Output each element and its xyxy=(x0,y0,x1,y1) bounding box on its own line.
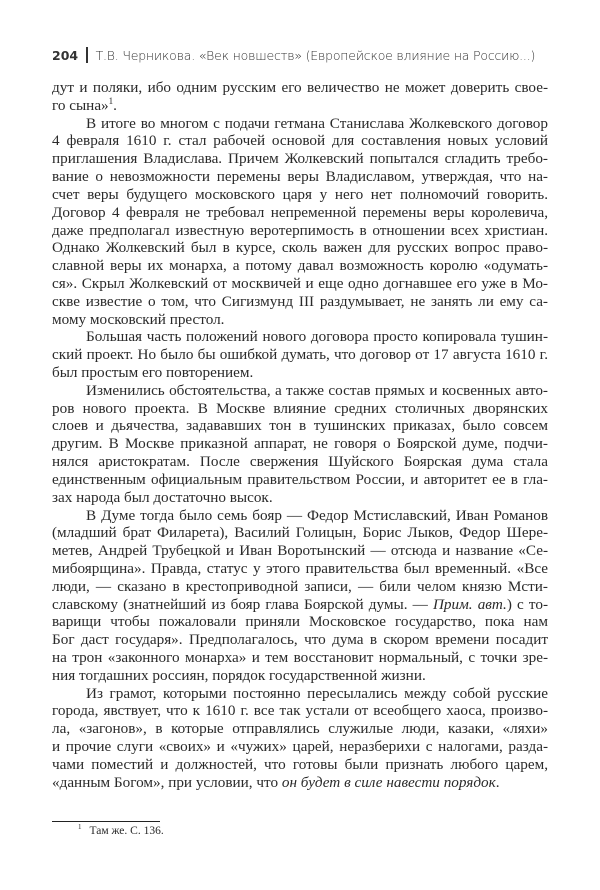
text-line xyxy=(52,542,548,560)
text-segment: метев, Андрей Трубецкой и Иван Воротынский — отсюда и название «Се- xyxy=(52,542,548,560)
paragraph xyxy=(52,685,548,792)
text-line xyxy=(52,222,548,240)
text-segment: приглашения Владислава. Причем Жолкевский попытался сгладить требо- xyxy=(52,150,548,168)
text-segment: Большая часть положений нового договора просто копировала тушин- xyxy=(86,328,548,346)
text-segment: другим. В Москве приказной аппарат, не говоря о Боярской думе, подчи- xyxy=(52,435,548,453)
text-segment: Бог даст государя». Предполагалось, что дума в скором времени посадит xyxy=(52,631,548,649)
text-line xyxy=(52,79,548,97)
footnote-marker: 1 xyxy=(78,823,82,832)
text-line xyxy=(52,702,548,720)
footnote-rule xyxy=(52,821,160,822)
paragraph xyxy=(52,328,548,381)
text-segment: скве известие о том, что Сигизмунд III раздумывает, не занять ли ему са- xyxy=(52,292,548,310)
text-segment: зах народа был достаточно высок. xyxy=(52,488,273,506)
paragraph xyxy=(52,79,548,115)
text-line xyxy=(52,596,548,614)
text-segment: (младший брат Филарета), Василий Голицын, Борис Лыков, Федор Шере- xyxy=(52,524,548,542)
italic-text: он будет в силе навести порядок xyxy=(281,773,496,791)
text-segment: 4 февраля 1610 г. стал рабочей основой для составления новых условий xyxy=(52,132,548,150)
text-line xyxy=(52,489,548,507)
text-line xyxy=(52,186,548,204)
text-segment: дут и поляки, ибо одним русским его величество не может доверить свое- xyxy=(52,79,548,96)
text-line xyxy=(52,774,548,792)
text-line xyxy=(52,631,548,649)
text-segment: Однако Жолкевский был в курсе, сколь важен для русских вопрос право- xyxy=(52,239,548,257)
text-line xyxy=(52,204,548,222)
text-line xyxy=(52,132,548,150)
text-segment: Договор 4 февраля не требовал непременной перемены веры королевича, xyxy=(52,203,548,221)
text-segment: . xyxy=(113,96,117,114)
running-header xyxy=(52,47,535,63)
text-line xyxy=(52,524,548,542)
running-title: Т.В. Черникова. «Век новшеств» (Европейское влияние на Россию...) xyxy=(95,48,536,63)
text-segment: «данным Богом», при условии, что xyxy=(52,773,282,791)
text-segment: Изменились обстоятельства, а также состав прямых и косвенных авто- xyxy=(86,381,548,399)
text-segment: нялся аристократам. После свержения Шуйского Боярская дума стала xyxy=(52,453,548,471)
text-segment: счет веры будущего московского царя у него нет полномочий говорить. xyxy=(52,185,548,203)
text-line xyxy=(52,257,548,275)
body-text xyxy=(52,79,548,792)
text-line xyxy=(52,453,548,471)
text-line xyxy=(52,720,548,738)
text-line xyxy=(52,168,548,186)
italic-text: Прим. авт. xyxy=(432,595,507,613)
text-line xyxy=(52,150,548,168)
text-segment: . xyxy=(495,773,500,791)
text-line xyxy=(52,471,548,489)
text-line xyxy=(52,115,548,133)
text-segment: го сына» xyxy=(52,96,109,114)
text-segment: ния тогдашних россиян, порядок государственной жизни. xyxy=(52,666,426,684)
text-line xyxy=(52,97,548,115)
text-segment: единственным официальным правительством России, и авторитет ее в гла- xyxy=(52,470,548,488)
text-segment: славной веры их монарха, а потому давал возможность королю «одумать- xyxy=(52,257,548,275)
text-segment: Из грамот, которыми постоянно пересылались между собой русские xyxy=(86,684,548,702)
text-line xyxy=(52,507,548,525)
text-line xyxy=(52,417,548,435)
footnote-reference: 1 xyxy=(108,95,114,106)
page-number: 204 xyxy=(52,48,79,63)
text-line xyxy=(52,328,548,346)
text-line xyxy=(52,756,548,774)
text-line xyxy=(52,578,548,596)
text-segment: В Думе тогда было семь бояр — Федор Мстиславский, Иван Романов xyxy=(86,506,548,524)
text-line xyxy=(52,738,548,756)
text-segment: слоев и дьячества, задававших тон в тушинских приказах, было совсем xyxy=(52,417,548,435)
text-line xyxy=(52,649,548,667)
footnote xyxy=(78,825,164,837)
text-segment: ров нового проекта. В Москве влияние средних столичных дворянских xyxy=(52,399,548,417)
footnote-text: Там же. С. 136. xyxy=(89,825,164,837)
text-segment: ла, «загонов», в которые отправлялись служилые люди, казаки, «ляхи» xyxy=(52,720,548,738)
text-line xyxy=(52,667,548,685)
text-line xyxy=(52,382,548,400)
text-segment: города, явствует, что к 1610 г. все так устали от всеобщего хаоса, произво- xyxy=(52,702,548,720)
text-line xyxy=(52,400,548,418)
text-segment: и прочие слуги «своих» и «чужих» царей, неразберихи с налогами, разда- xyxy=(52,738,548,756)
text-segment: чами поместий и должностей, что готовы были признать любого царем, xyxy=(52,755,548,773)
text-segment: мому московский престол. xyxy=(52,310,225,328)
paragraph xyxy=(52,507,548,685)
text-segment: вание о невозможности перемены веры Владиславом, утверждая, что на- xyxy=(52,168,548,186)
text-line xyxy=(52,613,548,631)
text-line xyxy=(52,435,548,453)
text-line xyxy=(52,239,548,257)
text-line xyxy=(52,560,548,578)
text-segment: ский проект. Но было бы ошибкой думать, что договор от 17 августа 1610 г. xyxy=(52,346,548,364)
paragraph xyxy=(52,382,548,507)
text-segment: даже предполагал известную веротерпимость в отношении всех христиан. xyxy=(52,221,548,239)
text-line xyxy=(52,685,548,703)
text-segment: варищи чтобы пожаловали приняли Московское государство, пока нам xyxy=(52,613,548,631)
text-segment: ся». Скрыл Жолкевский от москвичей и еще одно догнавшее его уже в Мо- xyxy=(52,274,548,292)
text-segment: славскому (знатнейший из бояр глава Боярской думы. — xyxy=(52,595,433,613)
text-line xyxy=(52,364,548,382)
header-divider xyxy=(86,47,88,63)
text-segment: был простым его повторением. xyxy=(52,364,254,381)
text-line xyxy=(52,275,548,293)
text-segment: на трон «законного монарха» и тем восстановит нормальный, с точки зре- xyxy=(52,649,548,666)
text-segment: мибоярщина». Правда, статус у этого правительства был временный. «Все xyxy=(52,559,548,577)
text-line xyxy=(52,293,548,311)
text-line xyxy=(52,346,548,364)
text-segment: В итоге во многом с подачи гетмана Станислава Жолкевского договор xyxy=(86,114,548,132)
text-segment: люди, — сказано в крестоприводной записи, — били челом князю Мсти- xyxy=(52,577,548,595)
text-line xyxy=(52,311,548,329)
text-segment: ) с то- xyxy=(506,595,548,613)
paragraph xyxy=(52,115,548,329)
